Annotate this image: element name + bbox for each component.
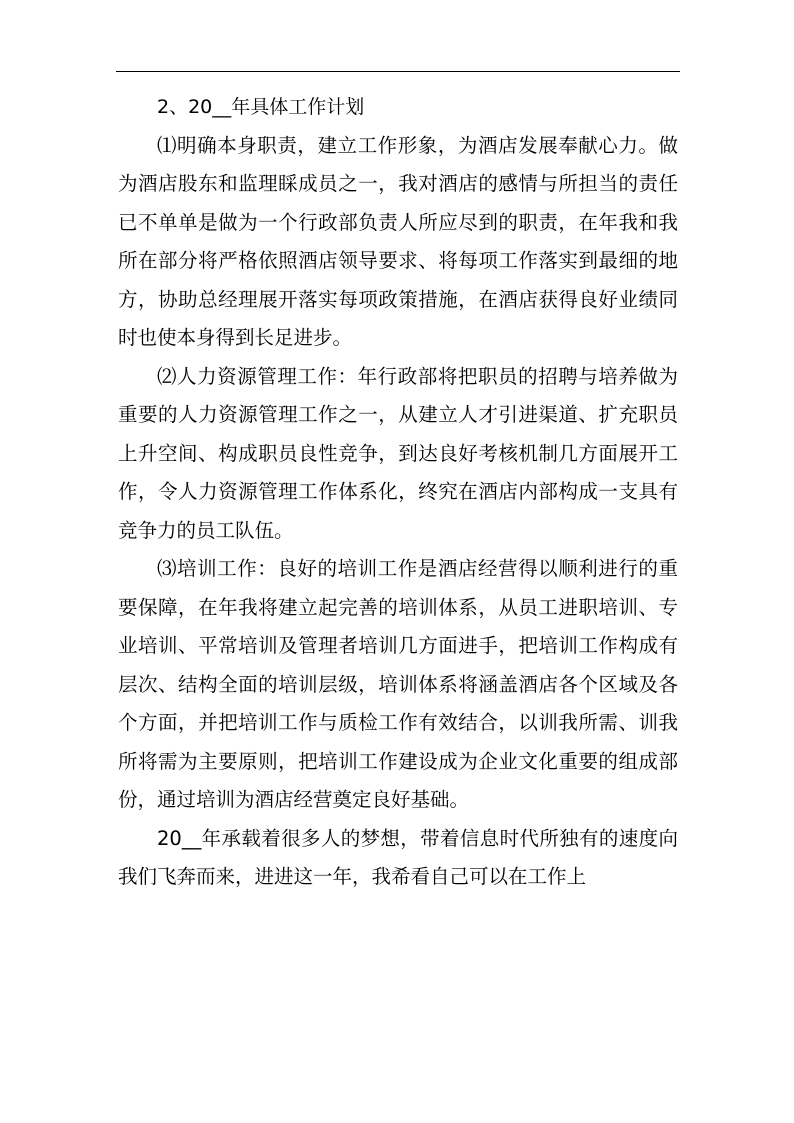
paragraph-responsibility: ⑴明确本身职责，建立工作形象，为酒店发展奉献心力。做为酒店股东和监理睬成员之一，我对酒店的感情与所担当的责任已不单单是做为一个行政部负责人所应尽到的职责，在年我和我所在部分将严格依照酒店领导要求、将每项工作落实到最细的地方，协助总经理展开落实每项政策措施，在酒店获得良好业绩同时也使本身得到长足进步。 <box>118 133 678 349</box>
section-heading: 2、20__年具体工作计划 <box>157 96 365 118</box>
paragraph-outlook: 20__年承载着很多人的梦想，带着信息时代所独有的速度向我们飞奔而来，进进这一年，我希看自己可以在工作上 <box>118 826 678 888</box>
document-body <box>118 88 678 897</box>
paragraph-hr-management: ⑵人力资源管理工作：年行政部将把职员的招聘与培养做为重要的人力资源管理工作之一，从建立人才引进渠道、扩充职员上升空间、构成职员良性竞争，到达良好考核机制几方面展开工作，令人力资源管理工作体系化，终究在酒店内部构成一支具有竞争力的员工队伍。 <box>118 364 678 542</box>
header-rule <box>116 71 680 72</box>
paragraph-training: ⑶培训工作：良好的培训工作是酒店经营得以顺利进行的重要保障，在年我将建立起完善的培训体系，从员工进职培训、专业培训、平常培训及管理者培训几方面进手，把培训工作构成有层次、结构全面的培训层级，培训体系将涵盖酒店各个区域及各个方面，并把培训工作与质检工作有效结合，以训我所需、训我所将需为主要原则，把培训工作建设成为企业文化重要的组成部份，通过培训为酒店经营奠定良好基础。 <box>118 557 678 811</box>
